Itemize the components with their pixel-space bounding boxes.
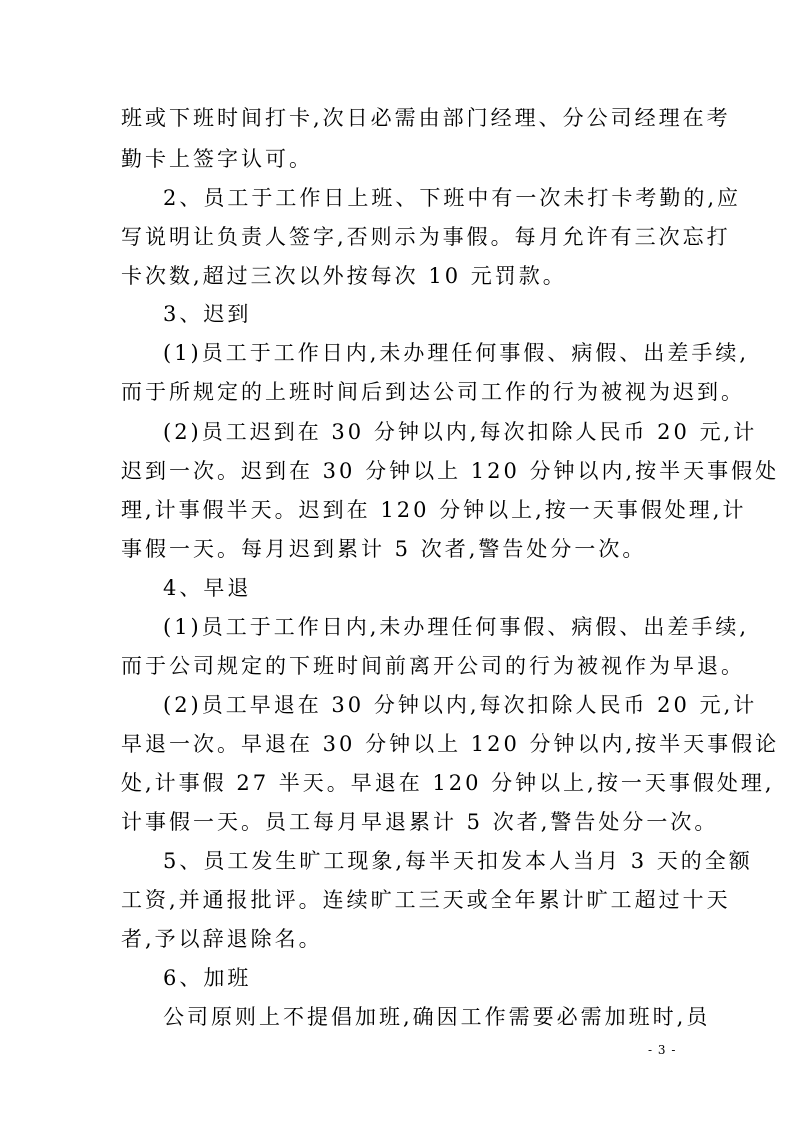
body-text-line: 迟到一次。迟到在 30 分钟以上 120 分钟以内,按半天事假处 <box>121 459 780 483</box>
section-heading-late: 3、迟到 <box>163 302 252 326</box>
body-text-line: 而于公司规定的下班时间前离开公司的行为被视作为早退。 <box>121 654 745 678</box>
body-text-line: 而于所规定的上班时间后到达公司工作的行为被视为迟到。 <box>121 380 745 404</box>
section-heading-absence: 5、员工发生旷工现象,每半天扣发本人当月 3 天的全额 <box>163 849 753 873</box>
body-text-line: 写说明让负责人签字,否则示为事假。每月允许有三次忘打 <box>121 225 731 249</box>
body-text-line: 计事假一天。员工每月早退累计 5 次者,警告处分一次。 <box>121 810 719 834</box>
body-text-line: 班或下班时间打卡,次日必需由部门经理、分公司经理在考 <box>121 106 731 130</box>
body-text-line: 勤卡上签字认可。 <box>121 147 313 171</box>
body-text-line: 处,计事假 27 半天。早退在 120 分钟以上,按一天事假处理, <box>121 771 775 795</box>
body-text-line: (1)员工于工作日内,未办理任何事假、病假、出差手续, <box>163 615 750 639</box>
body-text-line: (1)员工于工作日内,未办理任何事假、病假、出差手续, <box>163 341 750 365</box>
body-text-line: 公司原则上不提倡加班,确因工作需要必需加班时,员 <box>163 1005 711 1029</box>
body-text-line: (2)员工早退在 30 分钟以内,每次扣除人民币 20 元,计 <box>163 693 758 717</box>
body-text-line: (2)员工迟到在 30 分钟以内,每次扣除人民币 20 元,计 <box>163 420 758 444</box>
body-text-line: 早退一次。早退在 30 分钟以上 120 分钟以内,按半天事假论 <box>121 732 780 756</box>
section-heading-leave-early: 4、早退 <box>163 576 252 600</box>
body-text-line: 事假一天。每月迟到累计 5 次者,警告处分一次。 <box>121 537 647 561</box>
body-text-line: 理,计事假半天。迟到在 120 分钟以上,按一天事假处理,计 <box>121 498 747 522</box>
body-text-line: 卡次数,超过三次以外按每次 10 元罚款。 <box>121 264 567 288</box>
body-text-line: 工资,并通报批评。连续旷工三天或全年累计旷工超过十天 <box>121 888 731 912</box>
section-heading-overtime: 6、加班 <box>163 966 252 990</box>
page-number: - 3 - <box>648 1043 677 1057</box>
body-text-line: 者,予以辞退除名。 <box>121 927 323 951</box>
section-heading-2: 2、员工于工作日上班、下班中有一次未打卡考勤的,应 <box>163 186 742 210</box>
